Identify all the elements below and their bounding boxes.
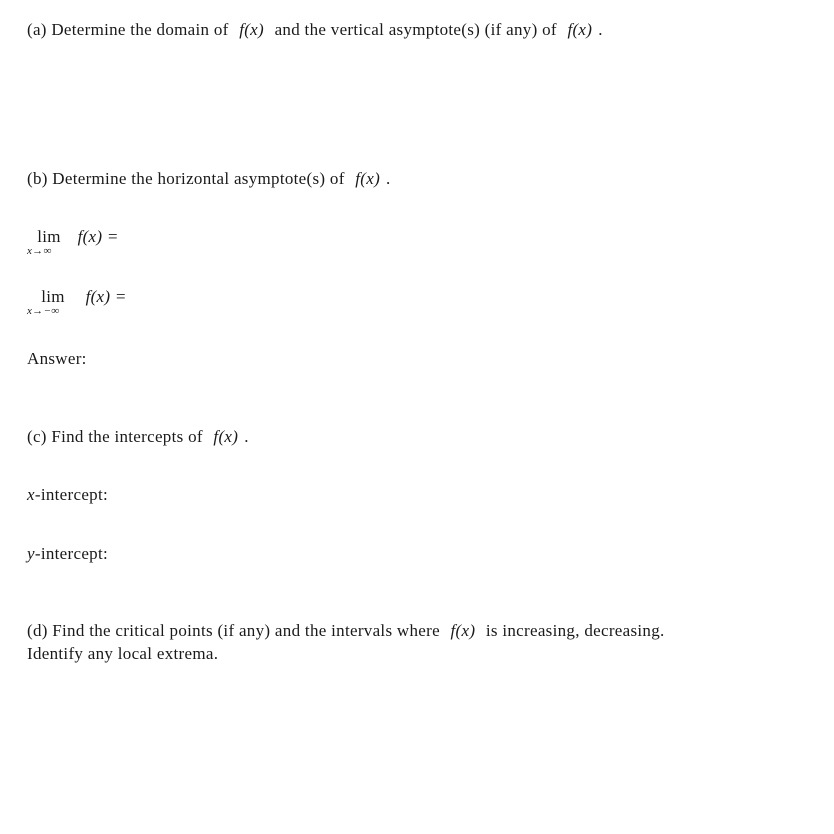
part-d-function: f(x) [450,621,476,640]
part-a-text-middle: and the vertical asymptote(s) (if any) of [274,20,557,39]
part-b-function: f(x) [355,169,381,188]
limit-positive-infinity [27,227,119,257]
part-a-function: f(x) [239,20,264,39]
limit-operator [27,287,79,317]
limit-operator [27,227,71,257]
lim-subscript: x→∞ [27,245,52,257]
limit-expression: f(x) = [77,227,119,246]
answer-label: Answer: [27,349,87,368]
y-variable: y [27,544,35,563]
x-intercept-text: -intercept: [34,485,109,504]
part-a-period: . [598,20,603,39]
lim-word: lim [41,287,65,306]
x-variable: x [27,485,35,504]
part-a-question [27,18,603,41]
part-c-function: f(x) [213,427,239,446]
part-d-text: (d) Find the critical points (if any) and the intervals where [27,621,440,640]
limit-negative-infinity [27,287,127,317]
y-intercept-text: -intercept: [34,544,109,563]
lim-subscript: x→−∞ [27,305,60,317]
part-a-function-2: f(x) [567,20,593,39]
limit-expression: f(x) = [85,287,127,306]
part-c-period: . [244,427,249,446]
part-d-text-after: is increasing, decreasing. [485,621,665,640]
part-b-period: . [386,169,391,188]
part-a-text: (a) Determine the domain of [27,20,229,39]
lim-word: lim [37,227,61,246]
part-d-question-line2: Identify any local extrema. [27,644,219,663]
y-intercept-label [27,542,108,565]
part-b-text: (b) Determine the horizontal asymptote(s) of [27,169,345,188]
part-c-question [27,425,249,448]
part-c-text: (c) Find the intercepts of [27,427,203,446]
x-intercept-label [27,483,108,506]
part-d-question [27,619,665,642]
part-b-question [27,167,391,190]
